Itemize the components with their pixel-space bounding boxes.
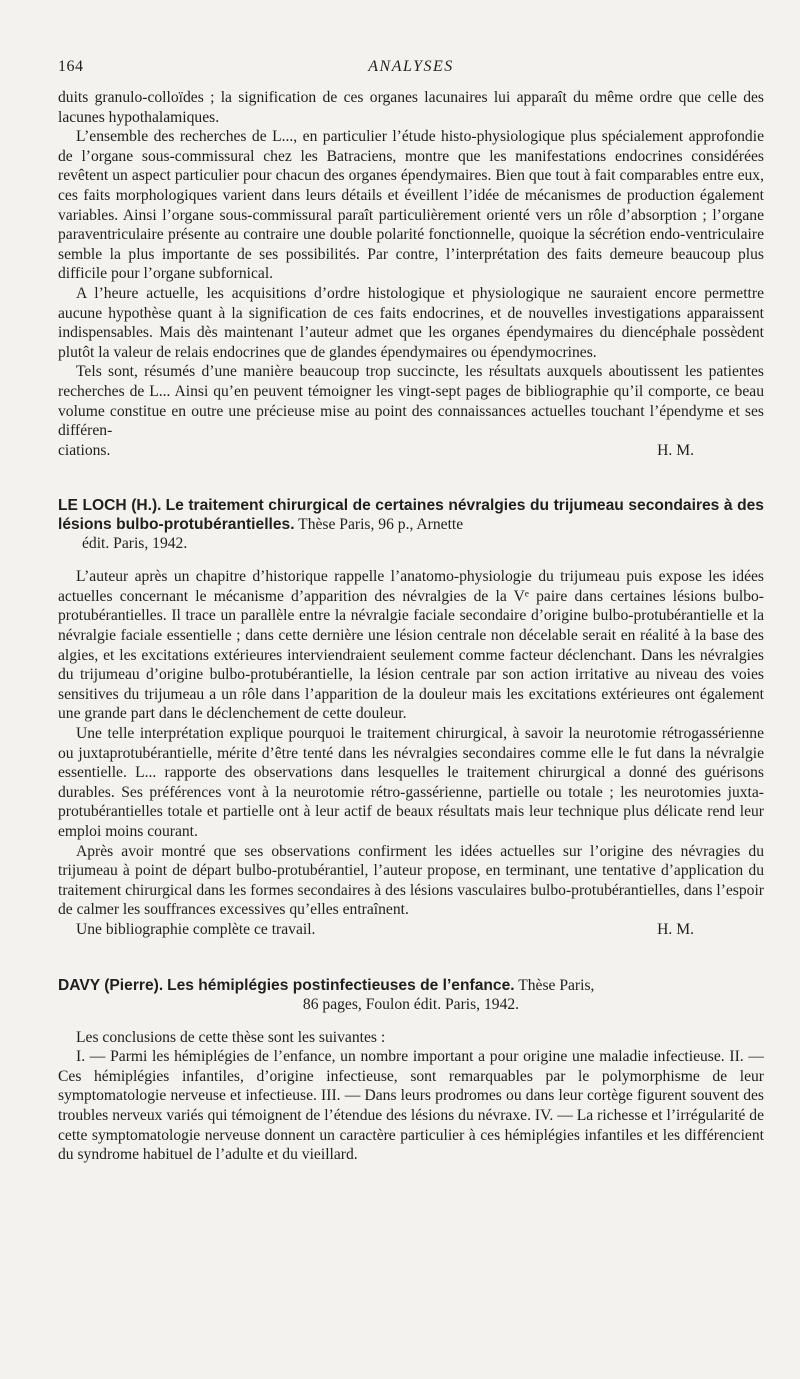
- entry-author: LE LOCH (H.).: [58, 497, 162, 515]
- paragraph: L’ensemble des recherches de L..., en particulier l’étude histo-physiologique plus spécialement approfondie de l’organe sous-commissural chez les Batraciens, montre que les manifestations endocrines considérées revêtent un aspect particulier pour chacun des organes épendymaires. Bien que tout à fait comparables entre eux, ces faits morphologiques varient dans leurs détails et éveillent l’idée de mécanismes de production également variables. Ainsi l’organe sous-commissural paraît particulièrement orienté vers un rôle d’absorption ; l’organe paraventriculaire présente au contraire une double polarité fonctionnelle, quoique la sécrétion endo-ventriculaire semble la plus importante de ses possibilités. Par contre, l’interprétation des faits demeure beaucoup plus difficile pour l’organe subfornical.: [58, 128, 764, 283]
- entry-heading: [58, 976, 764, 1014]
- closing-line: [58, 920, 764, 940]
- entry-author: DAVY (Pierre).: [58, 976, 164, 994]
- entry-title: Le traitement chirurgical de certaines névralgies du trijumeau secondaires à des lésions bulbo-protubérantielles.: [58, 497, 764, 534]
- closing-text: ciations.: [58, 441, 111, 459]
- paragraph: I. — Parmi les hémiplégies de l’enfance, un nombre important a pour origine une maladie infectieuse. II. — Ces hémiplégies infantiles, d’origine infectieuse, sont remarquables par le polymorphisme de leur symptomatologie nerveuse et infectieuse. III. — Dans leurs prodromes ou dans leur cortège figurent souvent des troubles nerveux variés qui témoignent de l’étendue des lésions du névraxe. IV. — La richesse et l’irrégularité de cette symptomatologie nerveuse donnent un caractère particulier à ces hémiplégies infantiles et les différencient du syndrome habituel de l’adulte et du vieillard.: [58, 1048, 764, 1164]
- running-head: [58, 58, 764, 88]
- entry-heading: [58, 496, 764, 553]
- entry-title: Les hémiplégies postinfectieuses de l’enfance.: [167, 976, 515, 994]
- paragraph: A l’heure actuelle, les acquisitions d’ordre histologique et physiologique ne sauraient encore permettre aucune hypothèse quant à la signification de ces faits endocrines, et de nouvelles investigations apparaissent indispensables. Mais dès maintenant l’auteur admet que les organes épendymaires du diencéphale possèdent plutôt la valeur de relais endocrines que de glandes épendymaires ou épendymocrines.: [58, 284, 764, 361]
- entry-publication-line: 86 pages, Foulon édit. Paris, 1942.: [302, 995, 520, 1013]
- paragraph: duits granulo-colloïdes ; la signification de ces organes lacunaires lui apparaît du même ordre que celle des lacunes hypothalamiques.: [58, 89, 764, 126]
- paragraph: Une telle interprétation explique pourquoi le traitement chirurgical, à savoir la neurotomie rétrogassérienne ou juxtaprotubérantielle, mérite d’être tenté dans les névralgies secondaires comme elle le fut dans la névralgie essentielle. L... rapporte des observations dans lesquelles le traitement chirurgical a donné des guérisons durables. Ses préférences vont à la neurotomie rétro-gassérienne, partielle ou totale ; les neurotomies juxta-protubérantielles totale et partielle ont à leur actif de beaux résultats mais leur technique plus délicate rend leur emploi moins courant.: [58, 725, 764, 840]
- paragraph: Après avoir montré que ses observations confirment les idées actuelles sur l’origine des névragies du trijumeau à point de départ bulbo-protubérantiel, l’auteur propose, en terminant, une tentative d’application du traitement chirurgical dans les formes secondaires à des lésions vasculaires bulbo-protubérantielles, dans l’espoir de calmer les souffrances excessives qu’elles entraînent.: [58, 842, 764, 919]
- running-title: ANALYSES: [368, 58, 454, 75]
- paragraph: Les conclusions de cette thèse sont les suivantes :: [76, 1028, 386, 1046]
- entry-publication: Thèse Paris, 96 p., Arnette: [298, 516, 464, 534]
- reviewer-signature: H. M.: [657, 920, 694, 938]
- closing-line: [58, 441, 764, 461]
- entry-publication: Thèse Paris,: [518, 976, 595, 994]
- paragraph: Tels sont, résumés d’une manière beaucoup trop succincte, les résultats auxquels aboutissent les patientes recherches de L... Ainsi qu’en peuvent témoigner les vingt-sept pages de bibliographie qu’il comporte, ce beau volume constitue en outre une précieuse mise au point des connaissances actuelles touchant l’épendyme et ses différen-: [58, 363, 764, 440]
- review-le-loch: [58, 496, 764, 939]
- reviewer-signature: H. M.: [657, 441, 694, 459]
- review-continued: [58, 88, 764, 460]
- entry-publication-line: édit. Paris, 1942.: [82, 535, 188, 553]
- paragraph: L’auteur après un chapitre d’historique rappelle l’anatomo-physiologie du trijumeau puis expose les idées actuelles concernant le mécanisme d’apparition des névralgies de la Vᵉ paire dans certaines lésions bulbo-protubérantielles. Il trace un parallèle entre la névralgie faciale secondaire d’origine bulbo-protubérantielle et la névralgie faciale essentielle ; dans cette dernière une lésion centrale non décelable serait en réalité à la base des algies, et les excitations extérieures interviendraient seulement comme facteur déclenchant. Dans les névralgies du trijumeau d’origine bulbo-protubérantielle, la lésion centrale par son action irritative au niveau des voies sensitives du trijumeau a un rôle dans l’apparition de la douleur mais les excitations extérieures ont également une grande part dans le déclenchement de cette douleur.: [58, 568, 764, 723]
- review-davy: [58, 976, 764, 1165]
- closing-text: Une bibliographie complète ce travail.: [76, 920, 316, 938]
- page-number: 164: [58, 58, 84, 75]
